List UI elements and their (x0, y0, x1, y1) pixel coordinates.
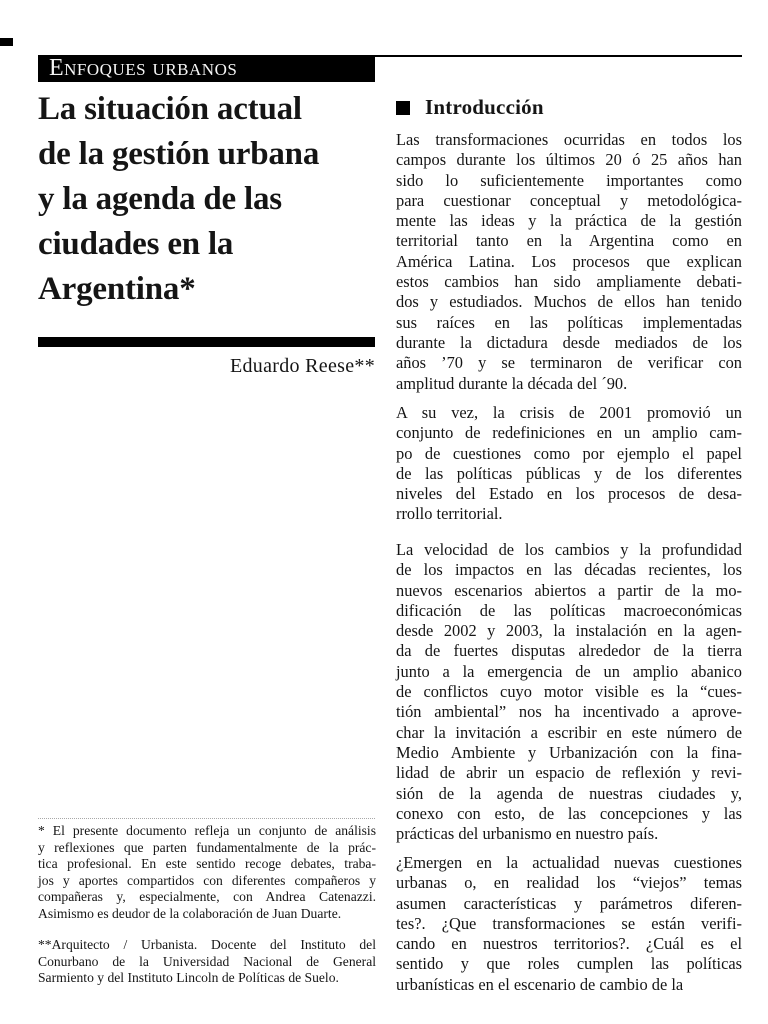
footnote-separator (38, 818, 375, 819)
intro-heading (396, 95, 742, 120)
intro-paragraph-2: A su vez, la crisis de 2001 promovió un conjunto de redefiniciones en un amplio cam- po de cuestiones como por ejemplo el papel de las políticas públicas y de los diferentes niveles del Estado en los procesos de desa- rrollo territorial. (396, 403, 742, 524)
footnote-double-asterisk: **Arquitecto / Urbanista. Docente del Instituto del Conurbano de la Universidad Nacional de General Sarmiento y del Instituto Lincoln de Políticas de Suelo. (38, 937, 376, 986)
intro-paragraph-1: Las transformaciones ocurridas en todos los campos durante los últimos 20 ó 25 años han sido lo suficientemente importantes como para cuestionar conceptual y metodológica- mente las ideas y la práctica de la gestión territorial tanto en la Argentina como en América Latina. Los procesos que explican estos cambios han sido ampliamente debati- dos y estudiados. Muchos de ellos han tenido sus raíces en las políticas implementadas durante la dictadura desde mediados de los años ’70 y se terminaron de verificar con amplitud durante la década del ´90. (396, 130, 742, 393)
author-byline: Eduardo Reese** (229, 355, 375, 377)
section-banner (38, 55, 375, 82)
intro-paragraph-4: ¿Emergen en la actualidad nuevas cuestiones urbanas o, en realidad los “viejos” temas asumen características y parámetros diferen- tes?. ¿Que transformaciones se están verifi- cando en nuestros territorios?. ¿Cuál es el sentido y que roles cumplen las políticas urbanísticas en el escenario de cambio de la (396, 853, 742, 994)
title-divider-rule (38, 337, 375, 347)
intro-paragraph-3: La velocidad de los cambios y la profundidad de los impactos en las décadas recientes, los nuevos escenarios abiertos a partir de la mo- dificación de las políticas macroeconómicas desde 2002 y 2003, la instalación en la agen- da de fuertes disputas alrededor de la tierra junto a la emergencia de un amplio abanico de conflictos cuyo motor visible es la “cues- tión ambiental” nos ha incentivado a aprove- char la invitación a escribir en este número de Medio Ambiente y Urbanización con la fina- lidad de abrir un espacio de reflexión y revi- sión de la agenda de nuestras ciudades y, conexo con esto, de las concepciones y las prácticas del urbanismo en nuestro país. (396, 540, 742, 844)
footnote-asterisk: * El presente documento refleja un conjunto de análisis y reflexiones que parten fundamentalmente de la prác- tica profesional. En este sentido recoge debates, traba- jos y aportes compartidos con diferentes compañeros y compañeras y, especialmente, con Andrea Catenazzi. Asimismo es deudor de la colaboración de Juan Duarte. (38, 823, 376, 921)
header-rule (375, 55, 742, 57)
scan-edge-mark (0, 38, 13, 46)
square-bullet-icon (396, 101, 410, 115)
section-banner-label: Enfoques urbanos (49, 55, 238, 81)
article-title: La situación actual de la gestión urbana y la agenda de las ciudades en la Argentina* (38, 91, 320, 307)
intro-heading-label: Introducción (425, 95, 544, 119)
